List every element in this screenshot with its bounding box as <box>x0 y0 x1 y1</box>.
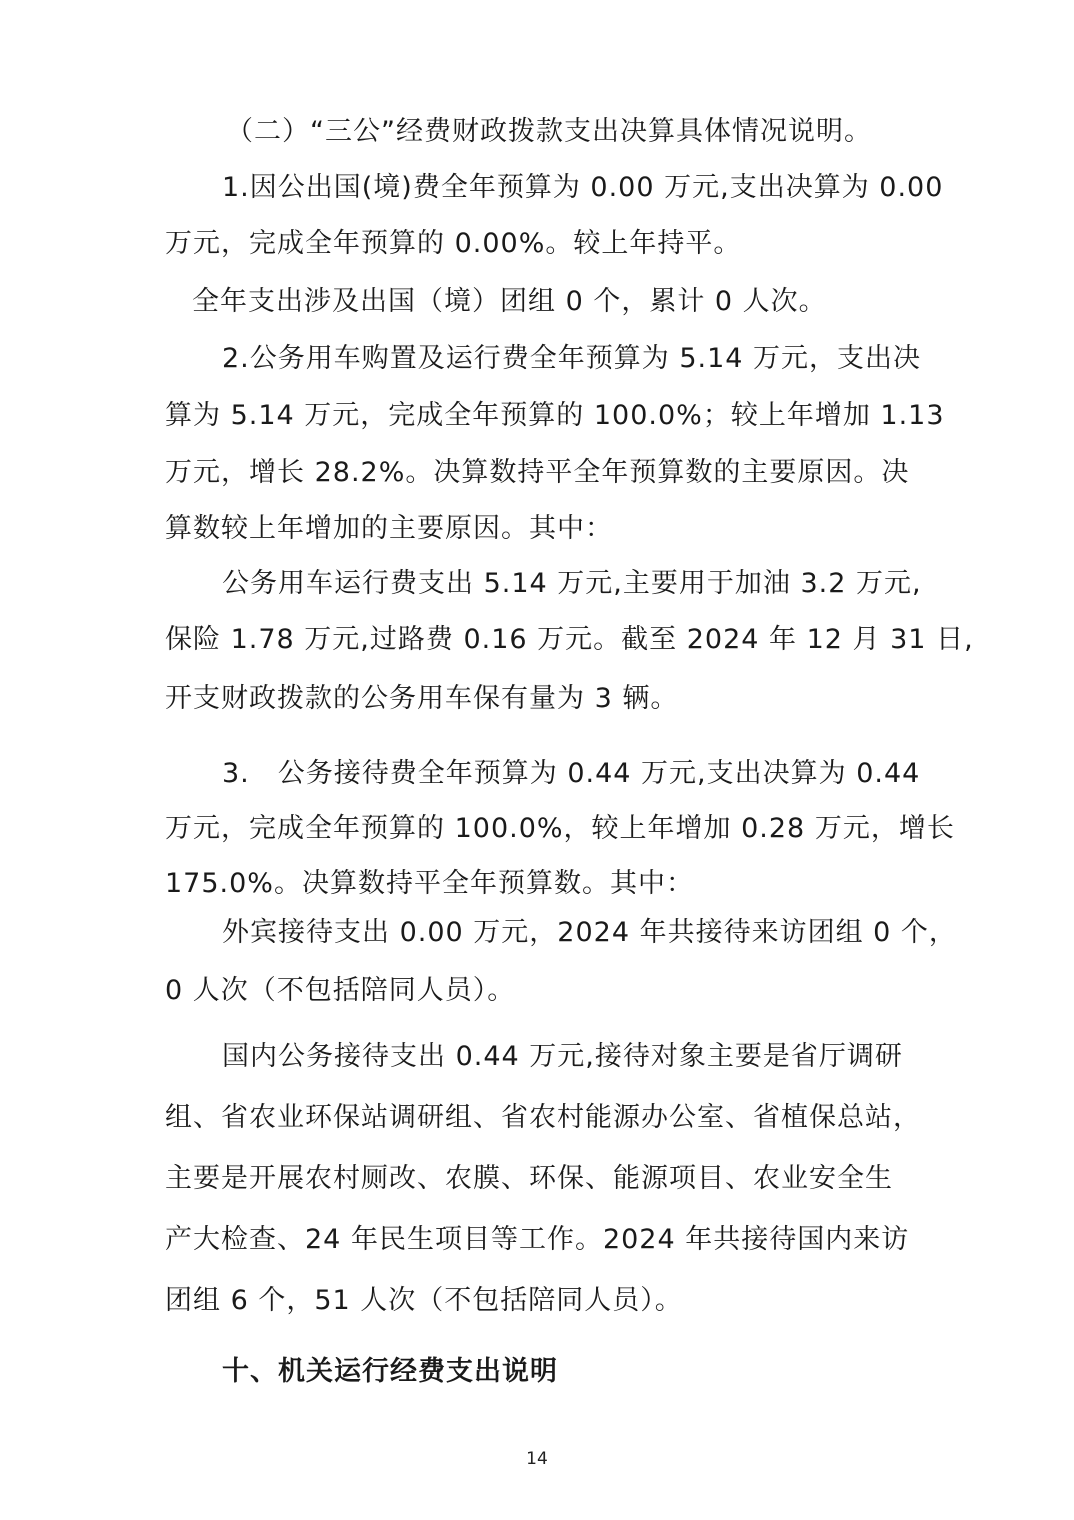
paragraph-line: 产大检查、24 年民生项目等工作。2024 年共接待国内来访 <box>165 1224 910 1255</box>
paragraph-line: 开支财政拨款的公务用车保有量为 3 辆。 <box>165 683 679 714</box>
paragraph-line: 保险 1.78 万元,过路费 0.16 万元。截至 2024 年 12 月 31 日, <box>165 624 974 655</box>
section-subheading: （二）“三公”经费财政拨款支出决算具体情况说明。 <box>226 116 872 147</box>
paragraph-line: 国内公务接待支出 0.44 万元,接待对象主要是省厅调研 <box>222 1041 903 1072</box>
paragraph-line: 全年支出涉及出国（境）团组 0 个，累计 0 人次。 <box>192 286 827 317</box>
paragraph-line: 算数较上年增加的主要原因。其中： <box>165 513 613 544</box>
paragraph-line: 2.公务用车购置及运行费全年预算为 5.14 万元，支出决 <box>222 343 922 374</box>
paragraph-line: 公务用车运行费支出 5.14 万元,主要用于加油 3.2 万元, <box>222 568 922 599</box>
section-heading: 十、机关运行经费支出说明 <box>222 1356 558 1387</box>
paragraph-line: 万元，增长 28.2%。决算数持平全年预算数的主要原因。决 <box>165 457 910 488</box>
paragraph-line: 万元，完成全年预算的 0.00%。较上年持平。 <box>165 228 742 259</box>
paragraph-line: 1.因公出国(境)费全年预算为 0.00 万元,支出决算为 0.00 <box>222 172 944 203</box>
paragraph-line: 主要是开展农村厕改、农膜、环保、能源项目、农业安全生 <box>165 1163 893 1194</box>
paragraph-line: 算为 5.14 万元，完成全年预算的 100.0%；较上年增加 1.13 <box>165 400 945 431</box>
paragraph-line: 外宾接待支出 0.00 万元，2024 年共接待来访团组 0 个， <box>222 917 957 948</box>
page-number: 14 <box>526 1449 548 1469</box>
paragraph-line: 团组 6 个，51 人次（不包括陪同人员）。 <box>165 1285 683 1316</box>
paragraph-line: 万元，完成全年预算的 100.0%，较上年增加 0.28 万元，增长 <box>165 813 955 844</box>
paragraph-line: 0 人次（不包括陪同人员）。 <box>165 975 516 1006</box>
paragraph-line: 175.0%。决算数持平全年预算数。其中： <box>165 868 694 899</box>
paragraph-line: 组、省农业环保站调研组、省农村能源办公室、省植保总站， <box>165 1102 921 1133</box>
paragraph-line: 3. 公务接待费全年预算为 0.44 万元,支出决算为 0.44 <box>222 758 921 789</box>
